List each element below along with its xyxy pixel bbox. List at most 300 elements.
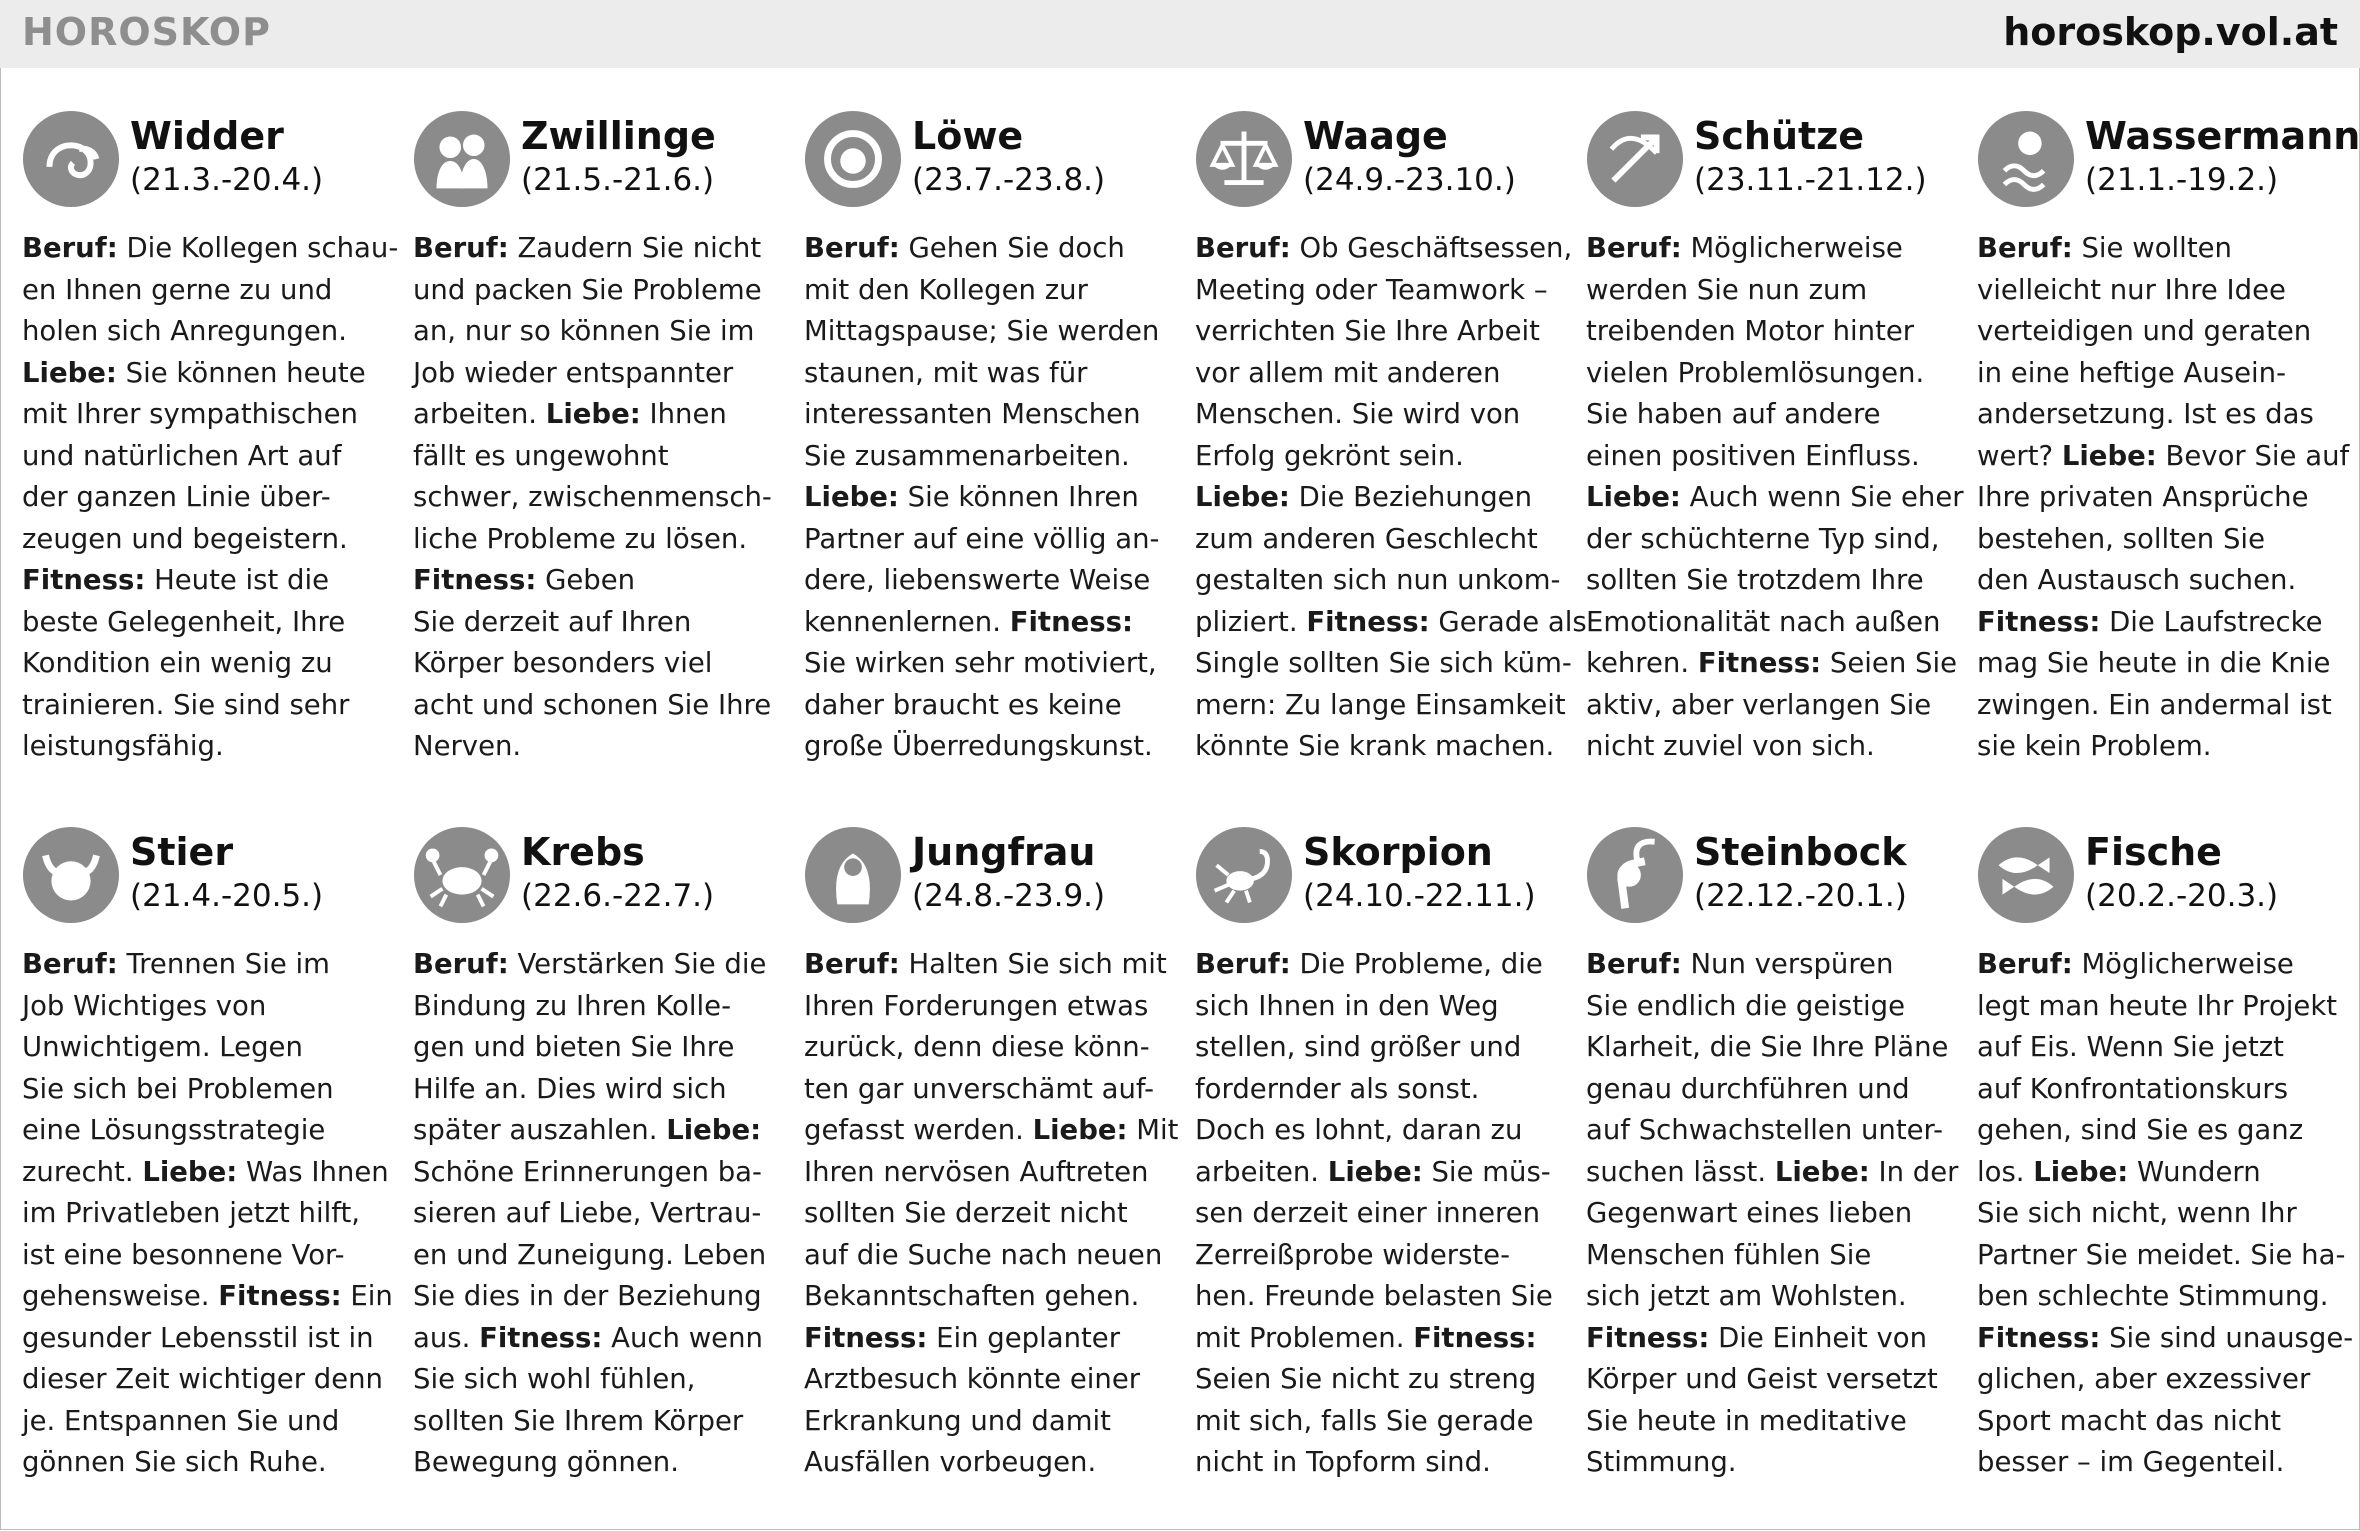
text-segment: Job Wichtiges von [22,989,267,1022]
text-line [1586,311,1966,353]
text-segment: gestalten sich nun unkom- [1195,564,1561,596]
text-line [1977,685,2357,727]
text-segment: mag Sie heute in die Knie [1977,647,2331,679]
text-segment: einen positiven Einfluss. [1586,439,1920,472]
text-line [1977,1401,2357,1443]
horoscope-text [22,944,402,1484]
text-line [413,1442,793,1484]
text-segment: Sie müs- [1422,1155,1551,1188]
category-label: Fitness: [1977,1321,2101,1354]
text-line [22,353,402,395]
text-segment: Sie wollten [2072,232,2232,264]
text-line [413,1069,793,1111]
text-line [22,436,402,478]
sign-dates: (24.8.-23.9.) [912,878,1106,914]
category-label: Beruf: [413,232,509,264]
text-segment: nicht in Topform sind. [1195,1446,1491,1478]
text-segment: auf Konfrontationskurs [1977,1072,2289,1105]
text-segment: staunen, mit was für [804,356,1088,389]
text-segment: ten gar unverschämt auf- [804,1072,1155,1105]
text-segment: Ihnen [640,398,727,430]
category-label: Liebe: [804,481,899,513]
text-segment: andersetzung. Ist es das [1977,398,2314,430]
text-line [1195,394,1575,436]
text-segment: Zerreißprobe widerste- [1195,1238,1511,1271]
text-segment: suchen lässt. [1586,1155,1775,1188]
text-segment: in eine heftige Ausein- [1977,356,2287,389]
sign-dates: (21.4.-20.5.) [130,878,324,914]
text-line [1586,436,1966,478]
ibex-icon [1586,826,1684,924]
text-line [1195,685,1575,727]
text-segment: nicht zuviel von sich. [1586,730,1875,762]
sign-header [1586,110,1956,230]
text-line [413,519,793,561]
text-segment: treibenden Motor hinter [1586,315,1915,347]
text-segment: legt man heute Ihr Projekt [1977,989,2338,1022]
text-segment: an, nur so können Sie im [413,315,755,347]
text-segment: Job wieder entspannter [413,356,734,389]
text-line [1586,1110,1966,1152]
text-line [1977,311,2357,353]
horoscope-text [804,228,1184,768]
text-segment: Sie sich wohl fühlen, [413,1363,696,1395]
text-line [1195,436,1575,478]
sign-name: Wassermann [2085,114,2360,158]
text-segment: Doch es lohnt, daran zu [1195,1114,1523,1146]
text-segment: gefasst werden. [804,1114,1033,1146]
text-line [22,477,402,519]
text-line [804,1069,1184,1111]
text-segment: Arztbesuch könnte einer [804,1363,1141,1395]
text-segment: Partner Sie meidet. Sie ha- [1977,1238,2346,1271]
text-segment: glichen, aber exzessiver [1977,1363,2311,1395]
text-line [1977,986,2357,1028]
text-segment: In der [1869,1155,1959,1188]
scales-icon [1195,110,1293,208]
text-line [1977,270,2357,312]
fish-icon [1977,826,2075,924]
text-line [413,477,793,519]
text-segment: der ganzen Linie über- [22,481,331,513]
text-line [1586,643,1966,685]
text-segment: Erfolg gekrönt sein. [1195,439,1464,472]
text-segment: Sport macht das nicht [1977,1404,2282,1437]
text-segment: gehen, sind Sie es ganz [1977,1114,2304,1146]
text-line [1586,1027,1966,1069]
text-segment: leistungsfähig. [22,730,224,762]
text-line [804,643,1184,685]
text-segment: Hilfe an. Dies wird sich [413,1072,727,1105]
text-segment: auf Schwachstellen unter- [1586,1114,1944,1146]
text-segment: Halten Sie sich mit [899,948,1167,980]
text-segment: Ein [341,1280,393,1312]
text-line [1977,519,2357,561]
text-segment: Nerven. [413,730,522,762]
text-line [1195,1359,1575,1401]
text-segment: Heute ist die [145,564,330,596]
text-segment: sich Ihnen in den Weg [1195,989,1499,1022]
text-line [22,643,402,685]
text-line [1977,1110,2357,1152]
category-label: Beruf: [1977,948,2073,980]
text-line [1586,1152,1966,1194]
text-segment: Gehen Sie doch [899,232,1125,264]
text-segment: Ein geplanter [927,1321,1121,1354]
text-segment: eine Lösungsstrategie [22,1114,326,1146]
text-segment: Ihren nervösen Auftreten [804,1155,1149,1188]
text-segment: zeugen und begeistern. [22,522,348,555]
text-segment: der schüchterne Typ sind, [1586,522,1940,555]
text-line [804,560,1184,602]
text-line [1195,1152,1575,1194]
text-segment: Bewegung gönnen. [413,1446,679,1478]
text-segment: besser – im Gegenteil. [1977,1446,2285,1478]
text-segment: sollten Sie Ihrem Körper [413,1404,744,1437]
text-line [1977,228,2357,270]
text-segment: mit Ihrer sympathischen [22,398,358,430]
text-line [1586,1069,1966,1111]
category-label: Fitness: [22,564,146,596]
horoscope-text [1195,944,1575,1484]
text-line [1586,1359,1966,1401]
scorpion-icon [1195,826,1293,924]
category-label: Beruf: [1977,232,2073,264]
category-label: Fitness: [1306,605,1430,638]
text-segment: schwer, zwischenmensch- [413,481,772,513]
text-segment: Sie heute in meditative [1586,1404,1907,1437]
text-line [22,1235,402,1277]
text-segment: den Austausch suchen. [1977,564,2297,596]
site-link[interactable]: horoskop.vol.at [2003,10,2338,54]
text-line [1977,1152,2357,1194]
category-label: Beruf: [22,948,118,980]
text-segment: Mit [1127,1114,1179,1146]
text-line [1586,986,1966,1028]
text-line [1195,353,1575,395]
sign-dates: (21.1.-19.2.) [2085,162,2279,198]
sign-card-löwe [804,110,1174,762]
text-line [413,986,793,1028]
text-segment: Stimmung. [1586,1446,1737,1478]
text-line [413,944,793,986]
text-line [1195,1069,1575,1111]
text-line [804,1318,1184,1360]
text-line [804,311,1184,353]
text-segment: holen sich Anregungen. [22,315,347,347]
text-segment: Menschen fühlen Sie [1586,1238,1872,1271]
text-segment: vor allem mit anderen [1195,356,1501,389]
text-line [22,986,402,1028]
text-segment: gesunder Lebensstil ist in [22,1321,374,1354]
sign-card-wassermann [1977,110,2360,762]
text-segment: Körper und Geist versetzt [1586,1363,1938,1395]
sign-card-stier [22,826,393,1478]
text-segment: sollten Sie trotzdem Ihre [1586,564,1924,596]
category-label: Beruf: [804,232,900,264]
text-line [804,1235,1184,1277]
text-line [413,1193,793,1235]
text-line [413,1318,793,1360]
text-segment: en Ihnen gerne zu und [22,273,333,306]
sign-dates: (23.11.-21.12.) [1694,162,1927,198]
text-line [804,519,1184,561]
text-segment: interessanten Menschen [804,398,1141,430]
text-segment: arbeiten. [1195,1155,1328,1188]
category-label: Beruf: [1586,948,1682,980]
sign-dates: (22.12.-20.1.) [1694,878,1907,914]
text-segment: Zaudern Sie nicht [508,232,762,264]
text-line [1586,726,1966,768]
text-line [1586,944,1966,986]
text-line [1586,1276,1966,1318]
text-line [413,1235,793,1277]
text-segment: Sie sind unausge- [2100,1321,2354,1354]
text-line [1977,1442,2357,1484]
text-segment: dere, liebenswerte Weise [804,564,1151,596]
text-segment: je. Entspannen Sie und [22,1404,340,1437]
text-segment: genau durchführen und [1586,1072,1910,1105]
text-line [1977,602,2357,644]
text-line [1586,685,1966,727]
text-segment: Auch wenn Sie eher [1680,481,1964,513]
text-segment: Ihre privaten Ansprüche [1977,481,2309,513]
text-line [1977,1359,2357,1401]
category-label: Fitness: [413,564,537,596]
sign-card-widder [22,110,399,762]
category-label: Beruf: [804,948,900,980]
text-line [1586,1235,1966,1277]
horoscope-text [1586,944,1966,1484]
text-line [1195,1027,1575,1069]
text-segment: gönnen Sie sich Ruhe. [22,1446,327,1478]
text-segment: Die Kollegen schau- [117,232,399,264]
text-line [22,1069,402,1111]
text-line [413,560,793,602]
text-segment: sollten Sie derzeit nicht [804,1197,1128,1229]
text-line [804,685,1184,727]
text-segment: Geben [536,564,636,596]
sign-header [804,826,1174,946]
category-label: Beruf: [1586,232,1682,264]
text-line [1586,477,1966,519]
horoscope-text [413,944,793,1484]
text-line [1586,1442,1966,1484]
sign-header [413,110,783,230]
text-line [1977,1235,2357,1277]
text-segment: vielleicht nur Ihre Idee [1977,273,2286,306]
text-segment: Bevor Sie auf [2156,439,2350,472]
text-line [1586,270,1966,312]
sign-dates: (21.5.-21.6.) [521,162,715,198]
sign-card-krebs [413,826,783,1478]
text-line [1195,1442,1575,1484]
sign-name: Stier [130,830,234,874]
text-segment: Seien Sie nicht zu streng [1195,1363,1537,1395]
text-line [1195,270,1575,312]
text-segment: Bekanntschaften gehen. [804,1280,1140,1312]
text-segment: im Privatleben jetzt hilft, [22,1197,360,1229]
category-label: Beruf: [22,232,118,264]
lion-icon [804,110,902,208]
text-segment: zwingen. Ein andermal ist [1977,688,2332,721]
text-segment: auf Eis. Wenn Sie jetzt [1977,1031,2284,1063]
text-line [413,353,793,395]
text-line [1586,1318,1966,1360]
sign-name: Löwe [912,114,1024,158]
text-line [413,228,793,270]
text-line [1195,726,1575,768]
text-segment: zurück, denn diese könn- [804,1031,1150,1063]
text-segment: Sie derzeit auf Ihren [413,605,692,638]
text-line [1586,353,1966,395]
text-segment: Sie können heute [116,356,366,389]
horoscope-text [804,944,1184,1484]
section-title: HOROSKOP [22,10,271,54]
text-segment: verteidigen und geraten [1977,315,2312,347]
text-segment: Gegenwart eines lieben [1586,1197,1913,1229]
category-label: Fitness: [1697,647,1822,679]
text-line [804,1027,1184,1069]
category-label: Liebe: [1032,1114,1128,1146]
text-segment: dieser Zeit wichtiger denn [22,1363,383,1395]
bull-icon [22,826,120,924]
text-line [413,685,793,727]
text-line [1977,1027,2357,1069]
text-segment: wert? [1977,439,2062,472]
text-segment: fordernder als sonst. [1195,1072,1480,1105]
text-segment: Kondition ein wenig zu [22,647,333,679]
text-line [22,602,402,644]
text-line [1977,436,2357,478]
text-line [1977,1276,2357,1318]
text-line [22,1193,402,1235]
text-segment: Ob Geschäftsessen, [1290,232,1573,264]
text-segment: Seien Sie [1821,647,1958,679]
sign-dates: (23.7.-23.8.) [912,162,1106,198]
text-segment: Ausfällen vorbeugen. [804,1446,1097,1478]
text-line [1195,560,1575,602]
text-line [804,1401,1184,1443]
horoscope-text [1195,228,1587,768]
text-line [1195,1401,1575,1443]
sign-header [1195,110,1565,230]
text-line [804,986,1184,1028]
text-segment: Was Ihnen [237,1155,389,1188]
sign-name: Zwillinge [521,114,716,158]
category-label: Fitness: [1977,605,2101,638]
text-line [413,1027,793,1069]
sign-dates: (20.2.-20.3.) [2085,878,2279,914]
text-line [1977,1069,2357,1111]
text-segment: aus. [413,1321,480,1354]
text-line [22,311,402,353]
text-line [22,1276,402,1318]
text-segment: liche Probleme zu lösen. [413,522,748,555]
sign-dates: (24.10.-22.11.) [1303,878,1536,914]
text-line [22,1027,402,1069]
text-line [804,726,1184,768]
text-segment: und packen Sie Probleme [413,273,762,306]
text-line [413,1401,793,1443]
text-segment: Sie haben auf andere [1586,398,1881,430]
text-line [1586,228,1966,270]
text-segment: Die Probleme, die [1290,948,1543,980]
text-segment: gen und bieten Sie Ihre [413,1031,735,1063]
text-segment: könnte Sie krank machen. [1195,730,1555,762]
text-segment: Schöne Erinnerungen ba- [413,1155,762,1188]
text-line [22,1442,402,1484]
text-segment: en und Zuneigung. Leben [413,1238,767,1271]
sign-name: Schütze [1694,114,1865,158]
text-line [1195,311,1575,353]
category-label: Fitness: [1413,1321,1537,1354]
text-line [413,270,793,312]
category-label: Fitness: [1009,605,1134,638]
text-segment: pliziert. [1195,605,1307,638]
text-segment: Die Beziehungen [1289,481,1533,513]
text-segment: Erkrankung und damit [804,1404,1111,1437]
category-label: Beruf: [1195,232,1291,264]
text-line [804,477,1184,519]
text-segment: Mittagspause; Sie werden [804,315,1160,347]
text-line [1195,1110,1575,1152]
text-line [413,311,793,353]
text-segment: vielen Problemlösungen. [1586,356,1925,389]
text-line [1195,1318,1575,1360]
text-line [1195,643,1575,685]
text-line [1586,519,1966,561]
sign-name: Waage [1303,114,1448,158]
text-line [1977,353,2357,395]
text-segment: los. [1977,1155,2034,1188]
text-line [1586,560,1966,602]
text-line [22,726,402,768]
category-label: Beruf: [1195,948,1291,980]
category-label: Liebe: [1774,1155,1870,1188]
text-line [804,270,1184,312]
text-segment: acht und schonen Sie Ihre [413,688,772,721]
text-segment: Sie endlich die geistige [1586,989,1906,1022]
category-label: Fitness: [804,1321,928,1354]
text-segment: Sie zusammenarbeiten. [804,439,1130,472]
sign-header [22,110,392,230]
category-label: Beruf: [413,948,509,980]
text-line [804,436,1184,478]
sign-dates: (21.3.-20.4.) [130,162,324,198]
text-segment: Sie dies in der Beziehung [413,1280,762,1312]
water-bearer-icon [1977,110,2075,208]
text-line [413,643,793,685]
text-line [22,685,402,727]
text-line [413,1152,793,1194]
text-segment: Die Einheit von [1709,1321,1928,1354]
text-line [1977,726,2357,768]
text-line [413,726,793,768]
horoscope-text [1977,228,2357,768]
text-line [1586,602,1966,644]
text-line [413,1110,793,1152]
text-segment: und natürlichen Art auf [22,439,342,472]
text-segment: Trennen Sie im [117,948,330,980]
text-segment: sieren auf Liebe, Vertrau- [413,1197,762,1229]
sign-header [804,110,1174,230]
text-line [22,1359,402,1401]
text-segment: arbeiten. [413,398,546,430]
text-segment: Auch wenn [602,1321,763,1354]
text-segment: zum anderen Geschlecht [1195,522,1538,555]
text-line [22,1401,402,1443]
